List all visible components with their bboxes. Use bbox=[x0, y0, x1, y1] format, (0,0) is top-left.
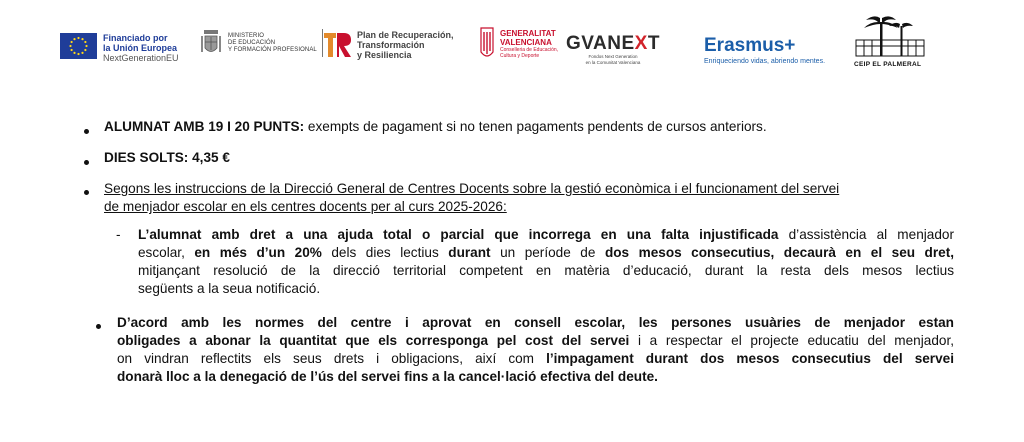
eu-line2: la Unión Europea bbox=[103, 43, 178, 53]
points-label: ALUMNAT AMB 19 I 20 PUNTS: bbox=[104, 119, 305, 134]
ceip-label: CEIP EL PALMERAL bbox=[854, 61, 922, 68]
absence-text-2c: dels dies lectius bbox=[321, 245, 449, 260]
absence-line-4: següents a la seua notificació. bbox=[138, 281, 321, 296]
single-days-text: DIES SOLTS: 4,35 € bbox=[104, 150, 230, 165]
gvanext-mark-t: T bbox=[647, 33, 660, 54]
absence-text-2e: un període de bbox=[490, 245, 605, 260]
absence-text-2a: escolar, bbox=[138, 245, 195, 260]
rules-bold-3: l’impagament durant dos mesos consecutius del servei bbox=[546, 351, 954, 366]
gvanext-sub1: Fondos Next Generation bbox=[588, 54, 638, 59]
rules-bold-1: D’acord amb les normes del centre i aprovat en consell escolar, les persones usuàries de menjador estan bbox=[117, 315, 954, 330]
rules-line-3 bbox=[117, 350, 954, 368]
absence-line-1 bbox=[138, 226, 954, 244]
rules-line-1 bbox=[117, 314, 954, 332]
gvanext-mark-x: X bbox=[634, 33, 648, 54]
generalitat-line2: VALENCIANA bbox=[500, 38, 552, 47]
ministry-line2: DE EDUCACIÓN bbox=[228, 39, 276, 46]
points-text: exempts de pagament si no tenen pagaments pendents de cursos anteriors. bbox=[304, 119, 767, 134]
bullet-icon bbox=[84, 190, 89, 195]
eu-line3: NextGenerationEU bbox=[103, 53, 179, 63]
rules-bold-4: donarà lloc a la denegació de l’ús del servei fins a la cancel·lació efectiva del deute. bbox=[117, 369, 658, 384]
generalitat-line1: GENERALITAT bbox=[500, 29, 556, 38]
gvanext-sub2: en la Comunitat Valenciana bbox=[585, 60, 641, 65]
absence-bold-2f: dos mesos consecutius, decaurà en el seu dret, bbox=[604, 245, 955, 260]
gvanext-mark-a: GVANE bbox=[566, 33, 635, 54]
rules-line-4 bbox=[117, 368, 658, 386]
absence-line-2 bbox=[138, 244, 954, 262]
ministry-line1: MINISTERIO bbox=[228, 32, 265, 39]
rules-line-2 bbox=[117, 332, 954, 350]
recovery-line1: Plan de Recuperación, bbox=[357, 30, 454, 40]
absence-bold-2b: en més d’un 20% bbox=[194, 245, 322, 260]
rules-bold-2: obligades a abonar la quantitat que els correspongа pel cost del servei bbox=[117, 333, 630, 348]
bullet-icon bbox=[84, 160, 89, 165]
bullet-icon bbox=[96, 324, 101, 329]
instructions-line-1: Segons les instruccions de la Direcció General de Centres Docents sobre la gestió econòmica i el funcionament del servei bbox=[104, 181, 840, 196]
erasmus-mark: Erasmus+ bbox=[704, 35, 796, 56]
list-item-points bbox=[104, 118, 767, 136]
list-item-single-days bbox=[104, 149, 230, 167]
generalitat-sub1: Conselleria de Educación, bbox=[500, 47, 559, 53]
dash-marker: - bbox=[116, 227, 121, 242]
absence-bold-2d: durant bbox=[448, 245, 491, 260]
erasmus-tagline: Enriqueciendo vidas, abriendo mentes. bbox=[704, 58, 826, 65]
instructions-line-2: de menjador escolar en els centres docents per al curs 2025-2026: bbox=[104, 199, 507, 214]
eu-line1: Financiado por bbox=[103, 33, 168, 43]
absence-line-3: mitjançant resolució de la direcció territorial competent en matèria d’educació, durant la resta dels mesos lectius bbox=[138, 263, 954, 278]
generalitat-sub2: Cultura y Deporte bbox=[500, 53, 540, 59]
recovery-line3: y Resiliencia bbox=[357, 50, 412, 60]
rules-text-3: on vindran reflectits els seus drets i obligacions, així com bbox=[117, 351, 547, 366]
ministry-line3: Y FORMACIÓN PROFESIONAL bbox=[228, 46, 317, 53]
rules-text-2: i a respectar el projecte educatiu del menjador, bbox=[629, 333, 954, 348]
absence-text-1: d’assistència al menjador bbox=[778, 227, 954, 242]
absence-bold-1: L’alumnat amb dret a una ajuda total o parcial que incorrega en una falta injustificada bbox=[138, 227, 779, 242]
recovery-line2: Transformación bbox=[357, 40, 425, 50]
bullet-icon bbox=[84, 129, 89, 134]
